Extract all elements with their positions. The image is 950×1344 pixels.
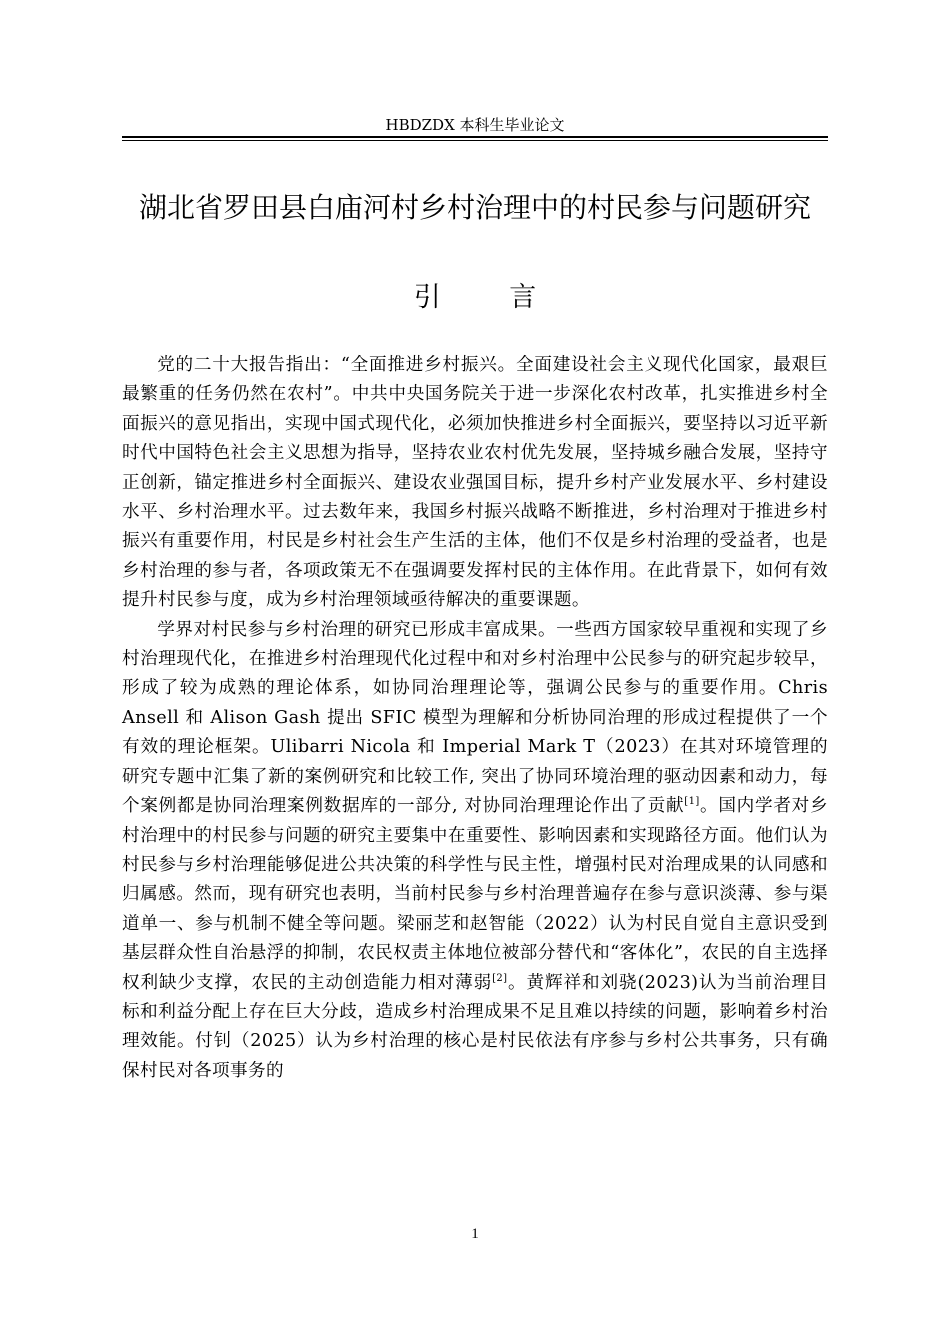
body-text: [122, 351, 828, 1086]
running-header: HBDZDX 本科生毕业论文: [385, 116, 565, 134]
paragraph-2: [122, 616, 828, 1087]
header-rule-thin: [122, 140, 828, 141]
paragraph-2-text-a: 学界对村民参与乡村治理的研究已形成丰富成果。一些西方国家较早重视和实现了乡村治理现代化，在推进乡村治理现代化过程中和对乡村治理中公民参与的研究起步较早，形成了较为成熟的理论体系，如协同治理理论等，强调公民参与的重要作用。Chris Ansell 和 Alison Gash 提出 SFIC 模型为理解和分析协同治理的形成过程提供了一个有效的理论框架。Ulibarri Nicola 和 Imperial Mark T（2023）在其对环境管理的研究专题中汇集了新的案例研究和比较工作, 突出了协同环境治理的驱动因素和动力，每个案例都是协同治理案例数据库的一部分, 对协同治理理论作出了贡献: [122, 619, 828, 817]
paragraph-2-text-c: 。黄辉祥和刘骁(2023)认为当前治理目标和利益分配上存在巨大分歧，造成乡村治理成果不足且难以持续的问题，影响着乡村治理效能。付钊（2025）认为乡村治理的核心是村民依法有序参与乡村公共事务，只有确保村民对各项事务的: [122, 972, 828, 1081]
page-number: 1: [471, 1226, 479, 1242]
document-title: 湖北省罗田县白庙河村乡村治理中的村民参与问题研究: [138, 191, 811, 224]
paragraph-1: 党的二十大报告指出：“全面推进乡村振兴。全面建设社会主义现代化国家，最艰巨最繁重的任务仍然在农村”。中共中央国务院关于进一步深化农村改革，扎实推进乡村全面振兴的意见指出，实现中国式现代化，必须加快推进乡村全面振兴，要坚持以习近平新时代中国特色社会主义思想为指导，坚持农业农村优先发展，坚持城乡融合发展，坚持守正创新，锚定推进乡村全面振兴、建设农业强国目标，提升乡村产业发展水平、乡村建设水平、乡村治理水平。过去数年来，我国乡村振兴战略不断推进，乡村治理对于推进乡村振兴有重要作用，村民是乡村社会生产生活的主体，他们不仅是乡村治理的受益者，也是乡村治理的参与者，各项政策无不在强调要发挥村民的主体作用。在此背景下，如何有效提升村民参与度，成为乡村治理领域亟待解决的重要课题。: [122, 355, 828, 611]
header-rule: [122, 136, 828, 138]
citation-2: [2]: [492, 972, 508, 984]
section-heading-introduction: 引 言: [413, 282, 567, 313]
citation-1: [1]: [684, 796, 700, 808]
paragraph-2-text-b: 。国内学者对乡村治理中的村民参与问题的研究主要集中在重要性、影响因素和实现路径方面。他们认为村民参与乡村治理能够促进公共决策的科学性与民主性，增强村民对治理成果的认同感和归属感。然而，现有研究也表明，当前村民参与乡村治理普遍存在参与意识淡薄、参与渠道单一、参与机制不健全等问题。梁丽芝和赵智能（2022）认为村民自觉自主意识受到基层群众性自治悬浮的抑制，农民权责主体地位被部分替代和“客体化”，农民的自主选择权利缺少支撑，农民的主动创造能力相对薄弱: [122, 796, 828, 993]
